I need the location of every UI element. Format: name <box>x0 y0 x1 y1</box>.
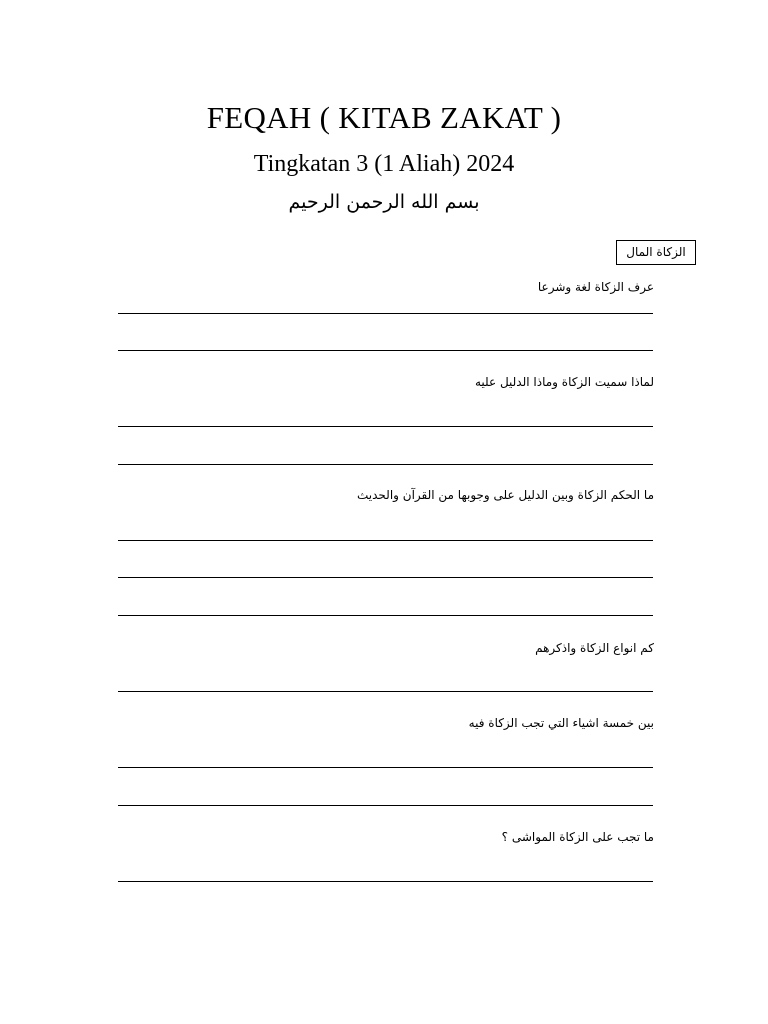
worksheet-title: FEQAH ( KITAB ZAKAT ) <box>206 100 562 135</box>
answer-line[interactable] <box>118 691 653 692</box>
question-6-text: ما تجب على الزكاة المواشى ؟ <box>501 830 654 844</box>
answer-line[interactable] <box>118 615 653 616</box>
question-5-text: بين خمسة اشياء التي تجب الزكاة فيه <box>468 716 654 730</box>
answer-line[interactable] <box>118 881 653 882</box>
basmala-text: بسم الله الرحمن الرحيم <box>288 191 480 213</box>
answer-line[interactable] <box>118 350 653 351</box>
answer-line[interactable] <box>118 426 653 427</box>
answer-line[interactable] <box>118 540 653 541</box>
answer-line[interactable] <box>118 464 653 465</box>
answer-line[interactable] <box>118 313 653 314</box>
answer-line[interactable] <box>118 805 653 806</box>
question-2-text: لماذا سميت الزكاة وماذا الدليل عليه <box>474 375 654 389</box>
section-label-box: الزكاة المال <box>616 240 696 265</box>
answer-line[interactable] <box>118 767 653 768</box>
question-4-text: كم انواع الزكاة واذكرهم <box>535 641 654 655</box>
question-3-text: ما الحكم الزكاة وبين الدليل على وجوبها من القرآن والحديث <box>357 488 654 502</box>
worksheet-subtitle: Tingkatan 3 (1 Aliah) 2024 <box>253 151 515 177</box>
answer-line[interactable] <box>118 577 653 578</box>
question-1-text: عرف الزكاة لغة وشرعا <box>537 280 654 294</box>
